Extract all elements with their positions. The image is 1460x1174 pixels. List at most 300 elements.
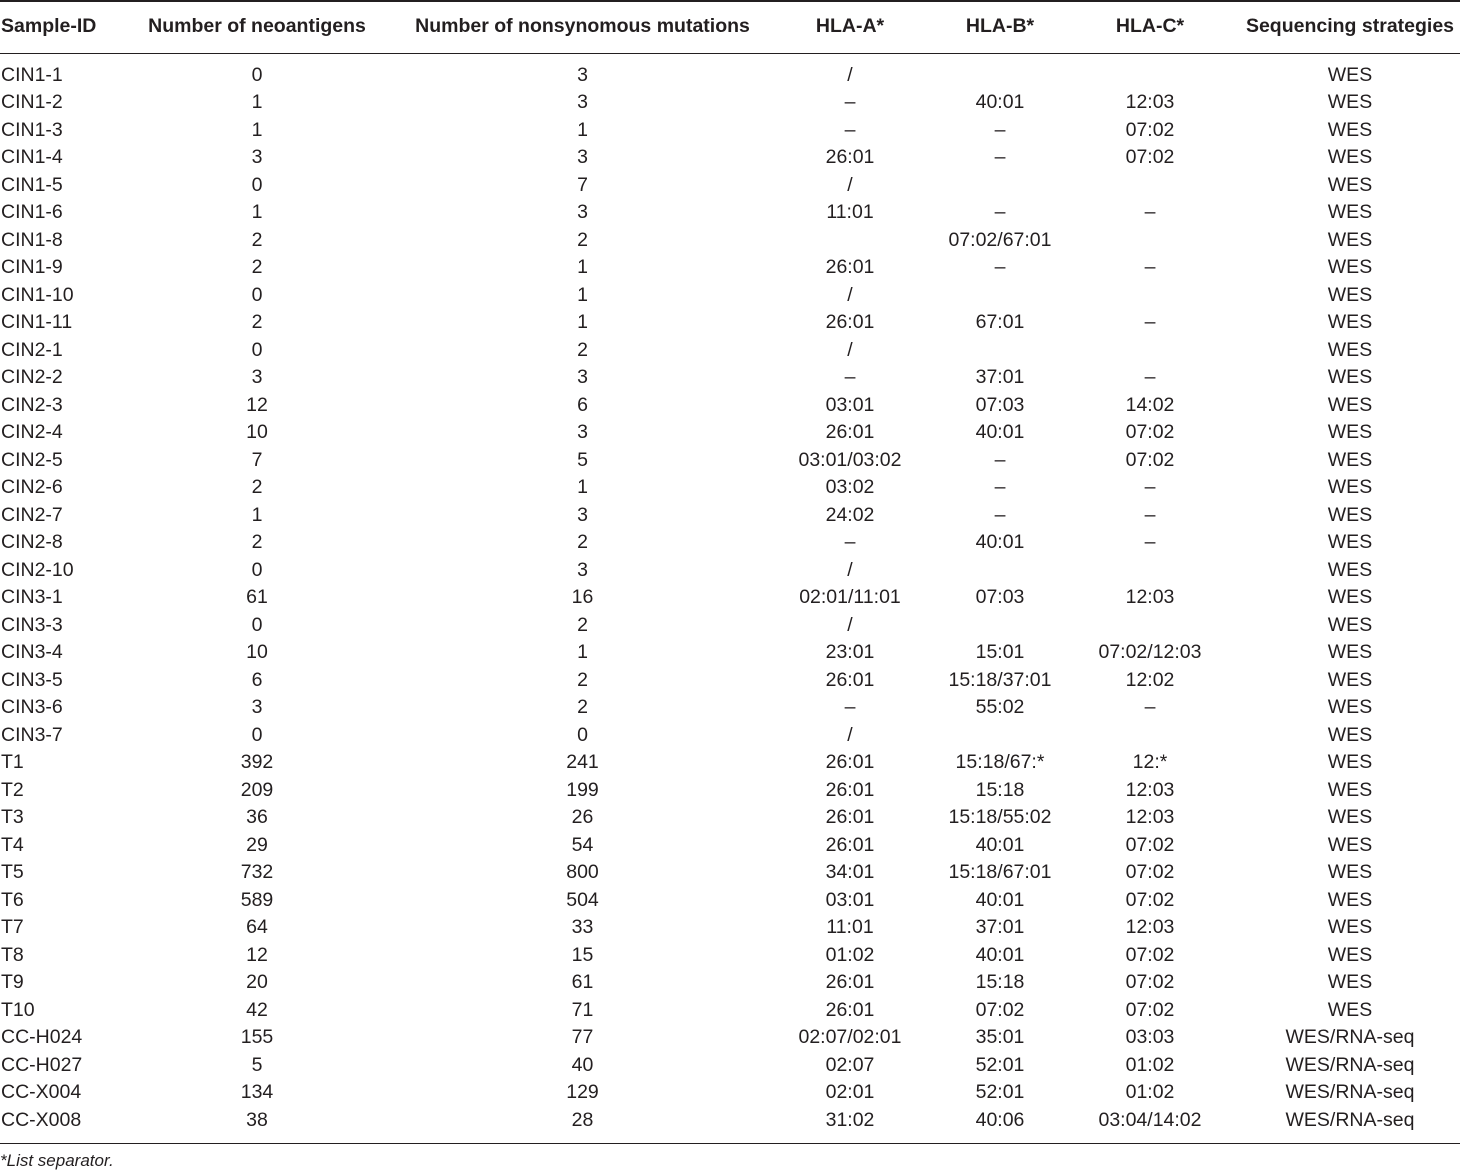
cell-neoantigens: 0 <box>251 173 263 196</box>
cell-sequencing: WES <box>1327 916 1373 938</box>
cell-hla-b: 55:02 <box>975 696 1025 718</box>
cell-mutations: 26 <box>571 806 594 828</box>
cell-hla-c: 14:02 <box>1125 393 1175 416</box>
table-row <box>0 969 1460 997</box>
header-nonsynonymous-mutations: Number of nonsynomous mutations <box>415 15 750 37</box>
cell-sequencing: WES <box>1327 696 1373 718</box>
cell-sample-id: CIN2-7 <box>1 503 63 526</box>
cell-hla-b: 15:18/55:02 <box>948 806 1052 828</box>
cell-sample-id: CIN2-6 <box>1 476 63 498</box>
cell-mutations: 2 <box>577 696 588 718</box>
cell-hla-a: 26:01 <box>825 833 875 856</box>
cell-neoantigens: 3 <box>251 146 263 168</box>
cell-mutations: 16 <box>571 586 594 608</box>
cell-hla-a: 02:07/02:01 <box>798 1026 902 1048</box>
cell-hla-b: – <box>994 146 1006 168</box>
cell-mutations: 54 <box>571 833 594 856</box>
cell-neoantigens: 12 <box>246 393 268 416</box>
cell-mutations: 5 <box>577 448 588 471</box>
cell-hla-c: 07:02/12:03 <box>1098 641 1202 663</box>
cell-mutations: 2 <box>577 338 588 361</box>
cell-sample-id: CIN3-7 <box>1 723 63 746</box>
cell-sequencing: WES <box>1327 283 1373 306</box>
cell-hla-a: 02:01/11:01 <box>799 586 901 608</box>
cell-mutations: 61 <box>571 971 594 993</box>
cell-hla-a: / <box>847 63 853 86</box>
cell-hla-a: 26:01 <box>825 256 875 278</box>
cell-neoantigens: 732 <box>240 861 274 883</box>
cell-sample-id: CIN2-2 <box>1 366 63 388</box>
table-row <box>0 694 1460 722</box>
cell-hla-a: 01:02 <box>825 943 875 966</box>
cell-sample-id: T1 <box>1 751 24 773</box>
header-neoantigens: Number of neoantigens <box>148 15 366 37</box>
cell-mutations: 2 <box>577 228 588 251</box>
cell-hla-b: 07:03 <box>975 586 1025 608</box>
cell-hla-c: 07:02 <box>1125 971 1175 993</box>
cell-sample-id: CIN1-8 <box>1 228 63 251</box>
cell-sample-id: CIN1-10 <box>1 283 74 306</box>
cell-sample-id: T6 <box>1 888 24 911</box>
header-rule <box>0 53 1460 54</box>
table-row <box>0 749 1460 777</box>
table-row <box>0 584 1460 612</box>
table-row <box>0 474 1460 502</box>
cell-sequencing: WES/RNA-seq <box>1285 1053 1415 1076</box>
cell-neoantigens: 134 <box>240 1081 274 1103</box>
cell-sequencing: WES <box>1327 641 1373 663</box>
cell-hla-b: 67:01 <box>975 311 1025 333</box>
table-row <box>0 254 1460 282</box>
cell-neoantigens: 0 <box>251 283 263 306</box>
cell-hla-b: 37:01 <box>975 366 1025 388</box>
cell-hla-b: 40:01 <box>975 421 1025 443</box>
cell-sequencing: WES <box>1327 806 1373 828</box>
cell-hla-a: / <box>847 613 853 636</box>
cell-sample-id: CIN1-9 <box>1 256 63 278</box>
table-row <box>0 282 1460 310</box>
table-row <box>0 722 1460 750</box>
table-row <box>0 172 1460 200</box>
cell-hla-b: – <box>994 503 1006 526</box>
cell-sequencing: WES/RNA-seq <box>1285 1026 1415 1048</box>
cell-hla-c: 07:02 <box>1125 118 1175 141</box>
cell-mutations: 1 <box>577 256 588 278</box>
cell-hla-b: 40:06 <box>975 1108 1025 1131</box>
cell-sequencing: WES <box>1327 91 1373 113</box>
cell-hla-c: – <box>1144 201 1156 223</box>
cell-sample-id: CIN1-4 <box>1 146 63 168</box>
cell-hla-c: 12:03 <box>1125 91 1175 113</box>
cell-sequencing: WES <box>1327 476 1373 498</box>
cell-mutations: 199 <box>566 778 599 801</box>
cell-sample-id: CIN1-5 <box>1 173 63 196</box>
cell-sequencing: WES/RNA-seq <box>1285 1108 1415 1131</box>
table-row <box>0 557 1460 585</box>
cell-hla-c: 07:02 <box>1125 888 1175 911</box>
cell-hla-b: 40:01 <box>975 888 1025 911</box>
cell-hla-c: – <box>1144 531 1156 553</box>
bottom-rule <box>0 1143 1460 1144</box>
cell-mutations: 6 <box>577 393 588 416</box>
cell-mutations: 1 <box>577 476 588 498</box>
cell-hla-a: 03:02 <box>825 476 875 498</box>
cell-hla-a: / <box>847 283 853 306</box>
cell-hla-c: – <box>1144 476 1156 498</box>
cell-mutations: 3 <box>577 421 588 443</box>
cell-sequencing: WES <box>1327 201 1373 223</box>
table-header <box>0 8 1460 44</box>
cell-neoantigens: 1 <box>251 503 263 526</box>
cell-sample-id: CIN1-6 <box>1 201 63 223</box>
cell-sample-id: T9 <box>1 971 24 993</box>
cell-mutations: 2 <box>577 531 588 553</box>
cell-hla-c: 03:03 <box>1125 1026 1175 1048</box>
cell-hla-b: – <box>994 201 1006 223</box>
cell-sequencing: WES <box>1327 586 1373 608</box>
cell-hla-a: 26:01 <box>825 311 875 333</box>
cell-sample-id: CIN2-5 <box>1 448 63 471</box>
cell-sample-id: CIN1-3 <box>1 118 63 141</box>
table-row <box>0 1024 1460 1052</box>
cell-mutations: 3 <box>577 366 588 388</box>
cell-hla-c: 07:02 <box>1125 833 1175 856</box>
cell-neoantigens: 5 <box>251 1053 263 1076</box>
cell-mutations: 33 <box>571 916 594 938</box>
cell-hla-b: – <box>994 476 1006 498</box>
cell-sequencing: WES <box>1327 613 1373 636</box>
cell-neoantigens: 0 <box>251 558 263 581</box>
cell-mutations: 1 <box>577 641 588 663</box>
cell-sequencing: WES/RNA-seq <box>1285 1081 1415 1103</box>
cell-hla-c: – <box>1144 256 1156 278</box>
cell-hla-b: – <box>994 118 1006 141</box>
cell-sequencing: WES <box>1327 338 1373 361</box>
cell-neoantigens: 10 <box>246 421 268 443</box>
cell-sequencing: WES <box>1327 888 1373 911</box>
cell-hla-a: 02:07 <box>825 1053 875 1076</box>
header-hla-a: HLA-A* <box>815 15 885 37</box>
cell-mutations: 3 <box>577 91 588 113</box>
cell-sample-id: CIN2-4 <box>1 421 63 443</box>
table-row <box>0 62 1460 90</box>
table-row <box>0 832 1460 860</box>
cell-sample-id: CIN2-8 <box>1 531 63 553</box>
table-row <box>0 942 1460 970</box>
cell-sequencing: WES <box>1327 256 1373 278</box>
cell-hla-c: – <box>1144 311 1156 333</box>
cell-sample-id: CIN2-10 <box>1 558 74 581</box>
cell-sequencing: WES <box>1327 228 1373 251</box>
table-row <box>0 859 1460 887</box>
cell-hla-a: 26:01 <box>825 806 875 828</box>
cell-sample-id: CIN3-5 <box>1 668 63 691</box>
cell-hla-a: – <box>844 91 856 113</box>
cell-neoantigens: 155 <box>240 1026 274 1048</box>
cell-neoantigens: 42 <box>246 998 268 1021</box>
cell-hla-b: 15:18/67:01 <box>948 861 1052 883</box>
cell-neoantigens: 1 <box>251 118 263 141</box>
cell-hla-b: – <box>994 448 1006 471</box>
cell-neoantigens: 10 <box>246 641 268 663</box>
cell-hla-b: 15:18/37:01 <box>948 668 1052 691</box>
cell-sample-id: T8 <box>1 943 24 966</box>
cell-sample-id: T7 <box>1 916 24 938</box>
cell-neoantigens: 0 <box>251 723 263 746</box>
header-hla-c: HLA-C* <box>1115 15 1185 37</box>
table-row <box>0 529 1460 557</box>
cell-neoantigens: 209 <box>240 778 274 801</box>
cell-sample-id: T2 <box>1 778 24 801</box>
cell-hla-b: 52:01 <box>975 1081 1025 1103</box>
cell-sequencing: WES <box>1327 366 1373 388</box>
cell-hla-a: 23:01 <box>825 641 875 663</box>
cell-sequencing: WES <box>1327 943 1373 966</box>
cell-mutations: 3 <box>577 503 588 526</box>
cell-mutations: 2 <box>577 613 588 636</box>
cell-hla-b: 15:18 <box>975 778 1025 801</box>
cell-sequencing: WES <box>1327 833 1373 856</box>
cell-hla-a: 03:01 <box>825 888 875 911</box>
cell-neoantigens: 2 <box>251 311 263 333</box>
cell-neoantigens: 1 <box>251 201 263 223</box>
cell-hla-c: – <box>1144 366 1156 388</box>
table-row <box>0 337 1460 365</box>
table-row <box>0 392 1460 420</box>
table-row <box>0 199 1460 227</box>
cell-sequencing: WES <box>1327 531 1373 553</box>
cell-neoantigens: 3 <box>251 696 263 718</box>
cell-hla-b: 40:01 <box>975 91 1025 113</box>
cell-hla-a: – <box>844 696 856 718</box>
cell-neoantigens: 29 <box>246 833 268 856</box>
cell-sample-id: CC-H027 <box>1 1053 83 1076</box>
cell-hla-c: 01:02 <box>1125 1081 1175 1103</box>
cell-mutations: 3 <box>577 201 588 223</box>
cell-hla-c: 12:02 <box>1125 668 1175 691</box>
cell-sequencing: WES <box>1327 173 1373 196</box>
cell-hla-b: 07:02/67:01 <box>948 228 1052 251</box>
cell-sample-id: CIN1-2 <box>1 91 63 113</box>
cell-sequencing: WES <box>1327 971 1373 993</box>
cell-neoantigens: 64 <box>246 916 268 938</box>
table-row <box>0 1079 1460 1107</box>
cell-hla-c: 12:03 <box>1125 916 1175 938</box>
cell-sample-id: CIN3-3 <box>1 613 63 636</box>
cell-neoantigens: 36 <box>246 806 268 828</box>
cell-hla-c: 01:02 <box>1125 1053 1175 1076</box>
cell-hla-b: 15:18 <box>975 971 1025 993</box>
cell-mutations: 129 <box>566 1081 599 1103</box>
cell-mutations: 7 <box>577 173 588 196</box>
table-row <box>0 777 1460 805</box>
cell-hla-c: – <box>1144 696 1156 718</box>
cell-hla-a: 02:01 <box>825 1081 875 1103</box>
cell-hla-b: 15:01 <box>975 641 1025 663</box>
cell-neoantigens: 2 <box>251 256 263 278</box>
cell-hla-a: 26:01 <box>825 421 875 443</box>
cell-hla-b: 15:18/67:* <box>955 751 1045 773</box>
cell-hla-c: 07:02 <box>1125 146 1175 168</box>
cell-neoantigens: 12 <box>246 943 268 966</box>
cell-hla-c: 12:* <box>1132 751 1168 773</box>
table-row <box>0 309 1460 337</box>
cell-hla-a: 11:01 <box>826 916 874 938</box>
table-row <box>0 419 1460 447</box>
cell-hla-c: 03:04/14:02 <box>1098 1108 1202 1131</box>
cell-neoantigens: 7 <box>251 448 263 471</box>
cell-sample-id: T10 <box>1 998 35 1021</box>
cell-hla-a: 26:01 <box>825 998 875 1021</box>
cell-mutations: 3 <box>577 63 588 86</box>
cell-sample-id: CIN2-3 <box>1 393 63 416</box>
table-row <box>0 117 1460 145</box>
cell-hla-c: – <box>1144 503 1156 526</box>
table-row <box>0 667 1460 695</box>
cell-neoantigens: 61 <box>246 586 268 608</box>
table-row <box>0 227 1460 255</box>
cell-mutations: 71 <box>571 998 594 1021</box>
cell-mutations: 1 <box>577 311 588 333</box>
cell-hla-a: – <box>844 366 856 388</box>
cell-sample-id: T3 <box>1 806 24 828</box>
cell-sample-id: CC-X008 <box>1 1108 82 1131</box>
cell-hla-a: – <box>844 531 856 553</box>
cell-sample-id: CIN1-11 <box>1 311 73 333</box>
table-row <box>0 364 1460 392</box>
cell-mutations: 1 <box>577 283 588 306</box>
cell-hla-c: 12:03 <box>1125 778 1175 801</box>
cell-mutations: 3 <box>577 558 588 581</box>
cell-sample-id: CIN1-1 <box>1 63 63 86</box>
cell-hla-c: 07:02 <box>1125 448 1175 471</box>
cell-hla-b: 37:01 <box>975 916 1025 938</box>
cell-sequencing: WES <box>1327 751 1373 773</box>
cell-hla-b: 07:03 <box>975 393 1025 416</box>
top-rule <box>0 0 1460 2</box>
cell-neoantigens: 3 <box>251 366 263 388</box>
cell-sequencing: WES <box>1327 668 1373 691</box>
cell-sequencing: WES <box>1327 778 1373 801</box>
cell-neoantigens: 6 <box>251 668 263 691</box>
cell-hla-b: 40:01 <box>975 531 1025 553</box>
cell-hla-a: 34:01 <box>825 861 875 883</box>
cell-mutations: 2 <box>577 668 588 691</box>
cell-neoantigens: 20 <box>246 971 268 993</box>
cell-hla-a: 26:01 <box>825 971 875 993</box>
cell-hla-c: 07:02 <box>1125 421 1175 443</box>
table-row <box>0 1107 1460 1135</box>
table-row <box>0 144 1460 172</box>
cell-hla-b: 35:01 <box>975 1026 1025 1048</box>
cell-sequencing: WES <box>1327 146 1373 168</box>
cell-sequencing: WES <box>1327 63 1373 86</box>
cell-neoantigens: 589 <box>240 888 274 911</box>
cell-neoantigens: 1 <box>251 91 263 113</box>
cell-hla-c: 12:03 <box>1125 806 1175 828</box>
header-sample-id: Sample-ID <box>1 15 97 37</box>
table-row <box>0 639 1460 667</box>
cell-hla-a: / <box>847 723 853 746</box>
footnote: *List separator. <box>0 1151 114 1170</box>
cell-sequencing: WES <box>1327 861 1373 883</box>
table-row <box>0 502 1460 530</box>
cell-sample-id: CC-X004 <box>1 1081 82 1103</box>
cell-hla-a: / <box>847 338 853 361</box>
table-row <box>0 997 1460 1025</box>
cell-hla-b: 40:01 <box>975 833 1025 856</box>
cell-neoantigens: 0 <box>251 613 263 636</box>
cell-hla-b: 07:02 <box>975 998 1025 1021</box>
cell-mutations: 40 <box>571 1053 594 1076</box>
cell-hla-a: 11:01 <box>826 201 874 223</box>
cell-neoantigens: 392 <box>240 751 274 773</box>
cell-hla-a: 03:01/03:02 <box>798 448 902 471</box>
cell-mutations: 28 <box>571 1108 594 1131</box>
table-row <box>0 612 1460 640</box>
cell-sample-id: CIN3-4 <box>1 641 63 663</box>
cell-hla-a: / <box>847 173 853 196</box>
cell-mutations: 0 <box>577 723 588 746</box>
table-row <box>0 804 1460 832</box>
cell-hla-a: 24:02 <box>825 503 875 526</box>
cell-sequencing: WES <box>1327 998 1373 1021</box>
cell-mutations: 77 <box>571 1026 594 1048</box>
cell-hla-c: 07:02 <box>1125 998 1175 1021</box>
cell-hla-a: 26:01 <box>825 751 875 773</box>
table-row <box>0 887 1460 915</box>
cell-hla-a: 03:01 <box>825 393 875 416</box>
cell-mutations: 241 <box>566 751 599 773</box>
cell-sequencing: WES <box>1327 393 1373 416</box>
table-row <box>0 914 1460 942</box>
cell-mutations: 15 <box>571 943 594 966</box>
cell-hla-b: 40:01 <box>975 943 1025 966</box>
cell-sample-id: CC-H024 <box>1 1026 83 1048</box>
cell-neoantigens: 0 <box>251 63 263 86</box>
cell-hla-a: / <box>847 558 853 581</box>
header-hla-b: HLA-B* <box>965 15 1035 37</box>
cell-sequencing: WES <box>1327 311 1373 333</box>
cell-hla-a: 26:01 <box>825 668 875 691</box>
cell-sample-id: CIN3-1 <box>1 586 63 608</box>
cell-sample-id: CIN3-6 <box>1 696 63 718</box>
cell-hla-a: 26:01 <box>825 778 875 801</box>
table-row <box>0 89 1460 117</box>
cell-sample-id: T4 <box>1 833 24 856</box>
cell-sequencing: WES <box>1327 723 1373 746</box>
cell-hla-a: 31:02 <box>825 1108 875 1131</box>
cell-sequencing: WES <box>1327 118 1373 141</box>
cell-neoantigens: 0 <box>251 338 263 361</box>
cell-sequencing: WES <box>1327 421 1373 443</box>
cell-mutations: 1 <box>577 118 588 141</box>
cell-hla-c: 07:02 <box>1125 943 1175 966</box>
cell-hla-c: 12:03 <box>1125 586 1175 608</box>
cell-hla-c: 07:02 <box>1125 861 1175 883</box>
cell-neoantigens: 2 <box>251 476 263 498</box>
cell-hla-b: 52:01 <box>975 1053 1025 1076</box>
cell-mutations: 800 <box>566 861 599 883</box>
cell-neoantigens: 2 <box>251 531 263 553</box>
cell-hla-a: 26:01 <box>825 146 875 168</box>
table-row <box>0 447 1460 475</box>
cell-hla-a: – <box>844 118 856 141</box>
cell-sequencing: WES <box>1327 503 1373 526</box>
cell-sequencing: WES <box>1327 558 1373 581</box>
header-sequencing-strategies: Sequencing strategies <box>1245 15 1455 37</box>
table-row <box>0 1052 1460 1080</box>
